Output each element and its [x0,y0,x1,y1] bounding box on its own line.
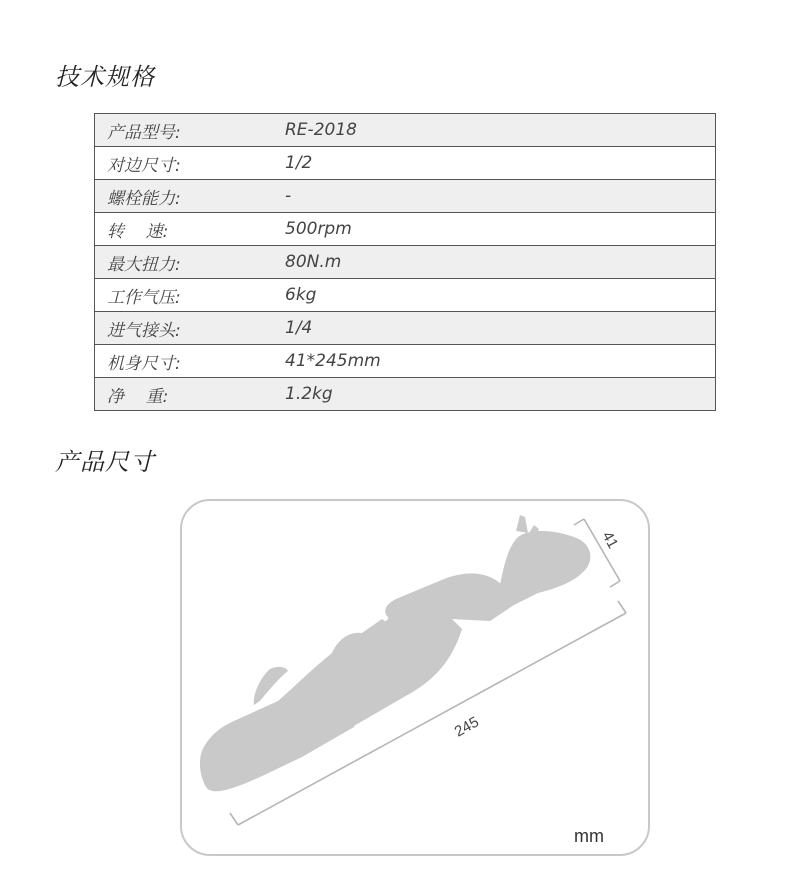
dimension-diagram-panel [180,499,650,856]
unit-label: mm [574,826,604,846]
spec-label-max-torque: 最大扭力: [107,254,181,275]
table-row [95,114,716,147]
spec-label-net-weight: 净 重: [107,386,169,407]
specs-section-title: 技术规格 [55,63,155,91]
spec-value-model: RE-2018 [285,114,716,147]
table-row [95,312,716,345]
width-dimension-label: 41 [598,528,622,552]
spec-label-body-size: 机身尺寸: [107,353,181,374]
spec-value-speed: 500rpm [285,213,716,246]
spec-value-drive-size: 1/2 [285,147,716,180]
spec-label-air-pressure: 工作气压: [107,287,181,308]
dimension-diagram [182,501,652,858]
spec-label-model: 产品型号: [107,122,181,143]
spec-value-air-inlet: 1/4 [285,312,716,345]
ratchet-tool-silhouette [200,515,590,791]
spec-value-air-pressure: 6kg [285,279,716,312]
spec-label-air-inlet: 进气接头: [107,320,181,341]
length-dimension-label: 245 [451,713,482,741]
table-row [95,378,716,411]
spec-value-bolt-capacity: - [285,180,716,213]
dimensions-section-title: 产品尺寸 [55,448,155,476]
table-row [95,246,716,279]
table-row [95,279,716,312]
spec-label-drive-size: 对边尺寸: [107,155,181,176]
table-row [95,147,716,180]
specs-table [94,113,716,411]
table-row [95,345,716,378]
spec-value-max-torque: 80N.m [285,246,716,279]
spec-value-net-weight: 1.2kg [285,378,716,411]
spec-label-bolt-capacity: 螺栓能力: [107,188,181,209]
table-row [95,213,716,246]
table-row [95,180,716,213]
spec-value-body-size: 41*245mm [285,345,716,378]
spec-label-speed: 转 速: [107,221,169,242]
